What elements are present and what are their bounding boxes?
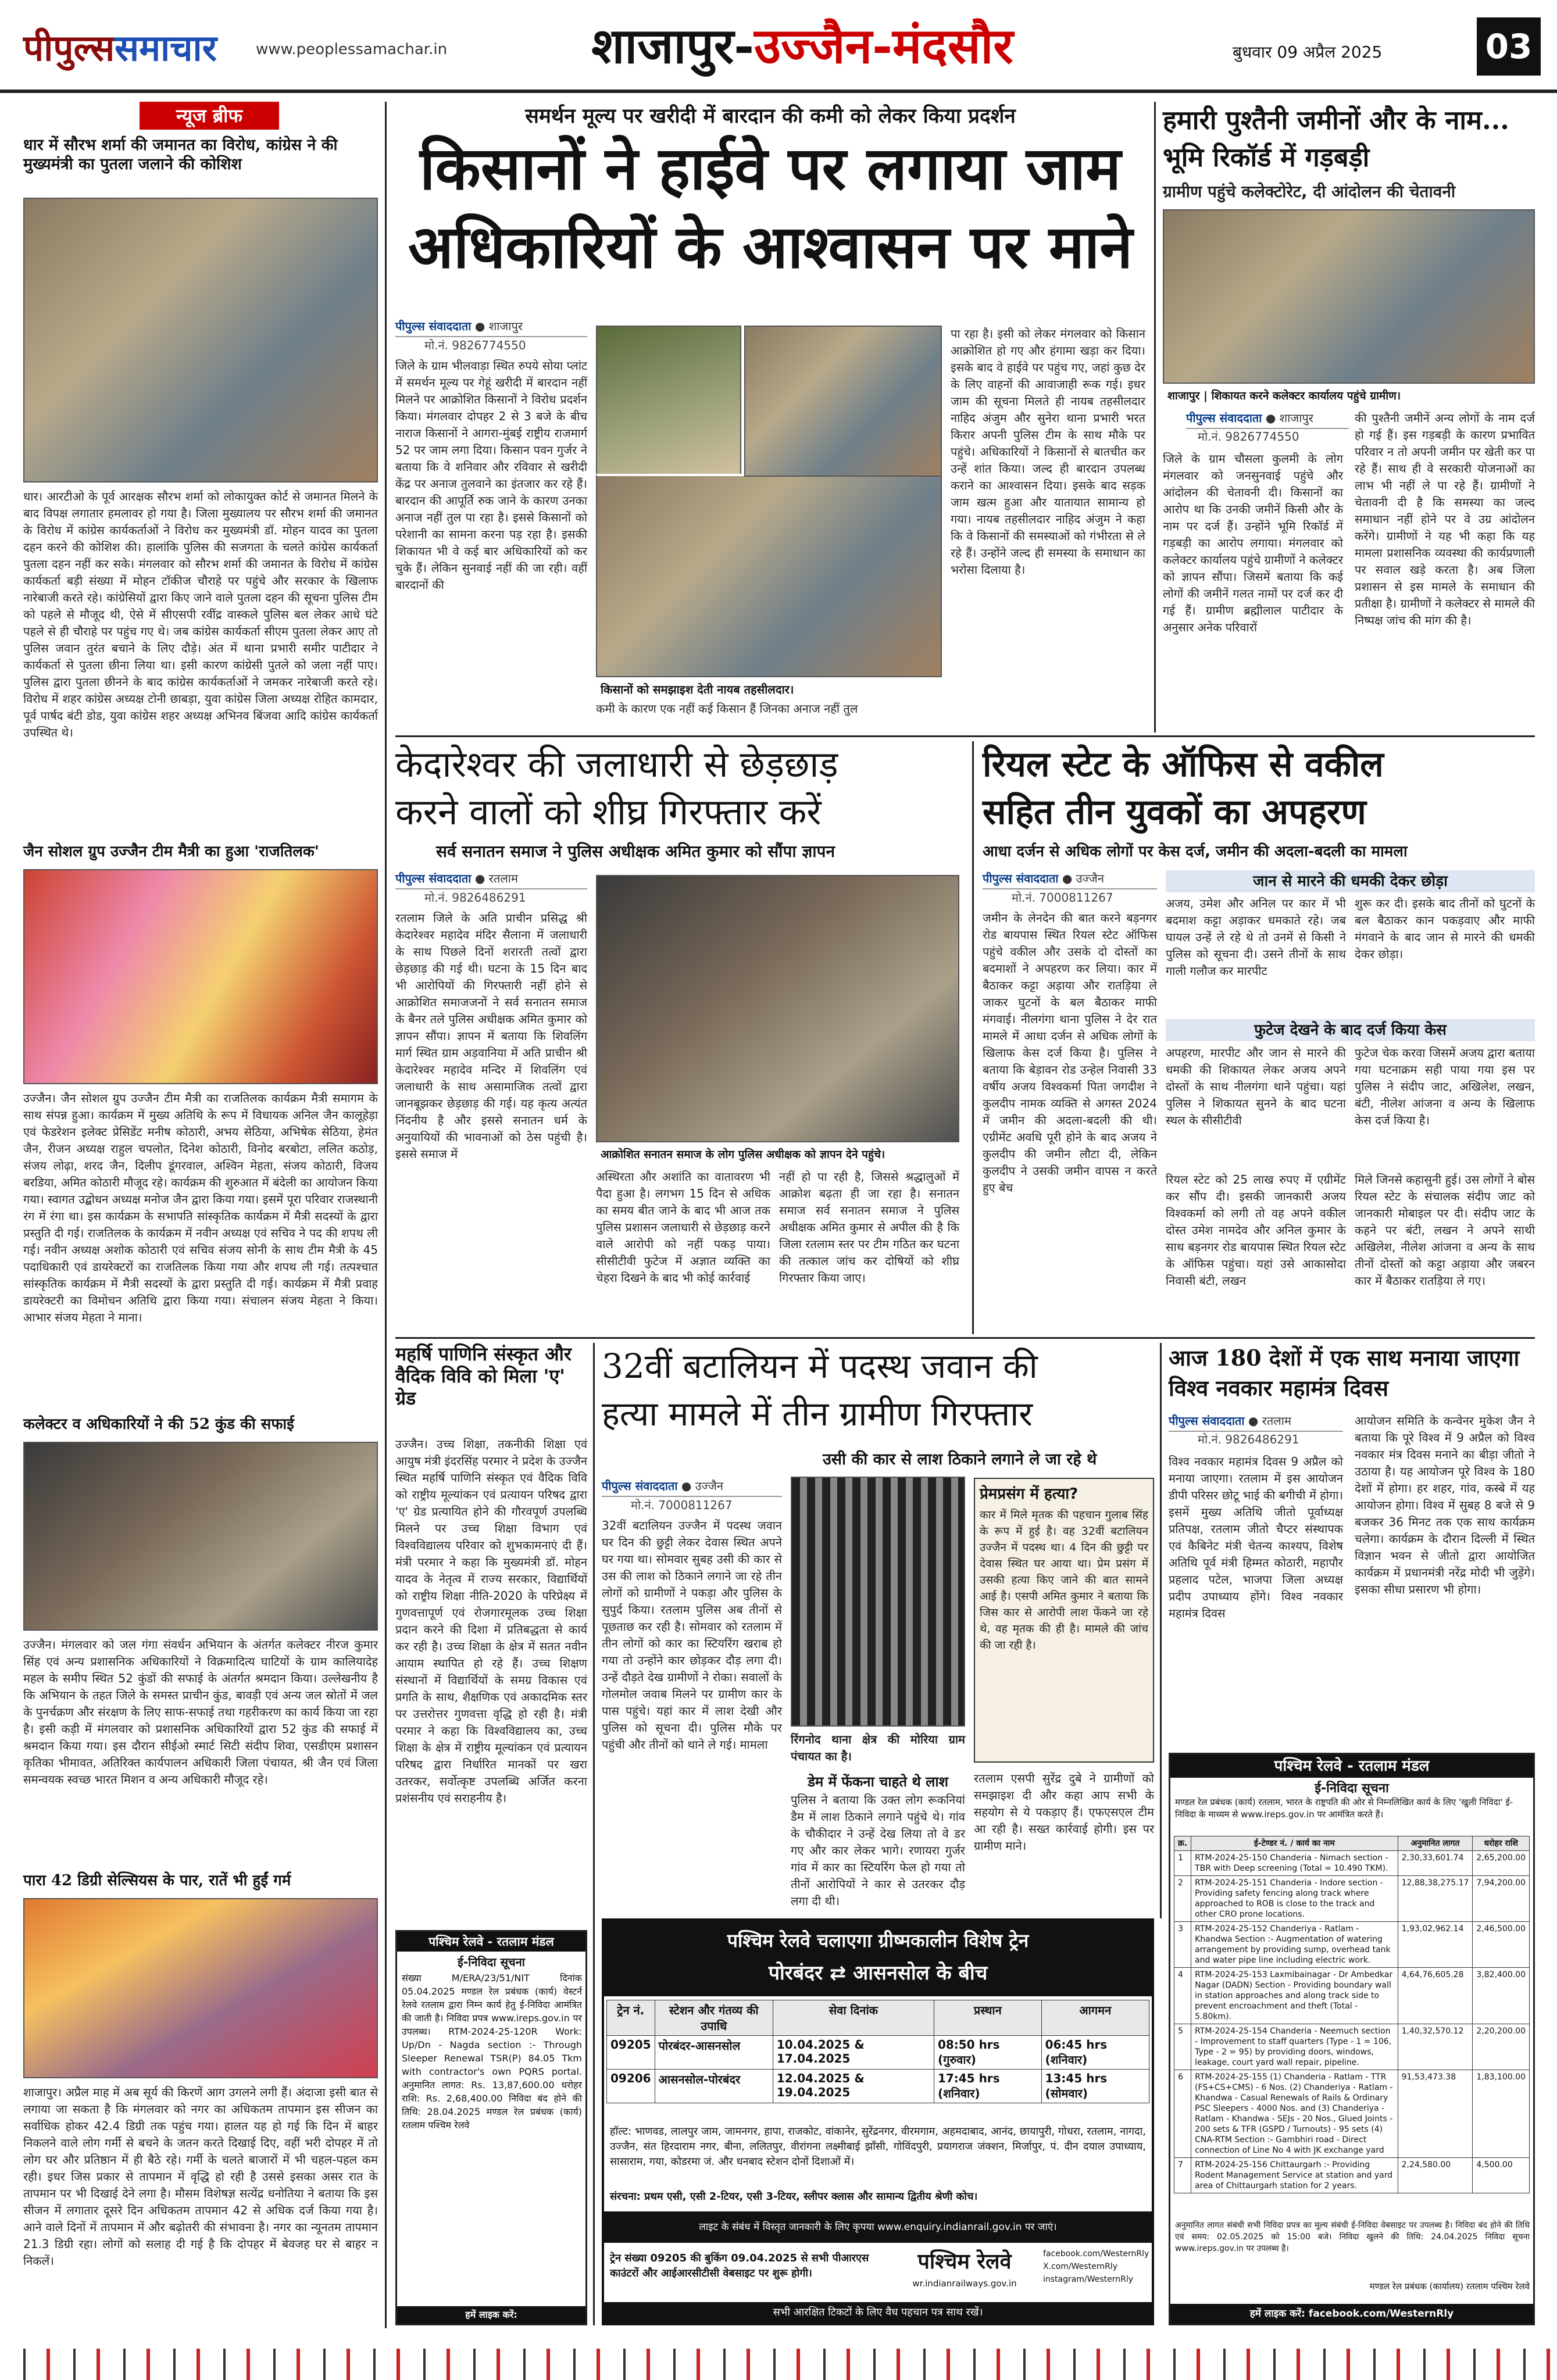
tender-cell: 91,53,473.38 xyxy=(1398,2070,1473,2158)
edition-part-1: शाजापुर- xyxy=(591,17,755,74)
column-divider xyxy=(593,1343,595,2325)
column-divider xyxy=(385,102,387,2328)
real-estate-story xyxy=(983,741,1535,1334)
paanini-body: उज्जैन। उच्च शिक्षा, तकनीकी शिक्षा एवं आयुष मंत्री इंदरसिंह परमार ने प्रदेश के उज्जैन स्थित महर्षि पाणिनि संस्कृत एवं वैदिक विवि को राष्ट्रीय मूल्यांकन एवं प्रत्यायन परिषद द्वारा 'ए' ग्रेड प्रत्यायित होने की गौरवपूर्ण उपलब्धि मिलने पर उच्च शिक्षा विभाग एवं विश्वविद्यालय परिवार को शुभकामनाएं दी हैं। मंत्री परमार ने कहा कि मुख्यमंत्री डॉ. मोहन यादव के नेतृत्व में राज्य सरकार, विद्यार्थियों को राष्ट्रीय शिक्षा नीति-2020 के परिप्रेक्ष्य में गुणवत्तापूर्ण एवं रोजगारमूलक उच्च शिक्षा प्रदान करने की दिशा में प्रतिबद्धता से कार्य कर रही है। उच्च शिक्षा के क्षेत्र में सतत नवीन आयाम स्थापित हो रहे हैं। उच्च शिक्षण संस्थानों में विद्यार्थियों के समग्र विकास एवं प्रगति के साथ, शैक्षणिक एवं अकादमिक स्तर पर उत्तरोत्तर गुणवत्ता वृद्धि हो रही है। मंत्री परमार ने कहा कि विश्वविद्यालय का, उच्च शिक्षा के क्षेत्र में राष्ट्रीय मूल्यांकन एवं प्रत्यायन परिषद द्वारा निर्धारित मानकों पर खरा उतरकर, सर्वोत्कृष्ट उपलब्धि अर्जित करना प्रशंसनीय एवं सराहनीय है। xyxy=(395,1437,587,1805)
paanini-title: महर्षि पाणिनि संस्कृत और वैदिक विवि को मिला 'ए' ग्रेड xyxy=(395,1343,572,1409)
train-ad-header xyxy=(604,1921,1152,1996)
tender-cell: 4 xyxy=(1174,1968,1191,2024)
jawan-col-3: रतलाम एसपी सुरेंद्र दुबे ने ग्रामीणों को समझाइश दी और कहा आप सभी के सहयोग से ये पकड़ाए हैं। एफएसएल टीम आ रही है। सख्त कार्रवाई होगी। इस पर ग्रामीण माने। xyxy=(974,1771,1154,1853)
table-row xyxy=(607,2070,1149,2103)
tender-cell: 1,83,100.00 xyxy=(1473,2070,1530,2158)
table-row xyxy=(607,2036,1149,2070)
edition-title xyxy=(576,14,1029,78)
tender-col-header: क्र. xyxy=(1174,1836,1191,1851)
re-box1-col-2: शुरू कर दी। इसके बाद तीनों को घुटनों के बल बैठाकर कान पकड़वाए और माफी मंगवाने के बाद जान से मारने की धमकी देकर छोड़ा। xyxy=(1355,896,1535,961)
table-row xyxy=(1174,1876,1530,1922)
kedar-subtitle: सर्व सनातन समाज ने पुलिस अधीक्षक अमित कुमार को सौंपा ज्ञापन xyxy=(436,842,835,861)
jawan-sub-head: डेम में फेंकना चाहते थे लाश xyxy=(808,1774,948,1790)
land-byline-name: पीपुल्स संवाददाता xyxy=(1186,411,1262,425)
farmers-photo xyxy=(596,474,942,677)
train-cell: 17:45 hrs (शनिवार) xyxy=(934,2070,1041,2103)
re-byline-name: पीपुल्स संवाददाता xyxy=(983,871,1059,885)
train-cell: 08:50 hrs (गुरुवार) xyxy=(934,2036,1041,2070)
jawan-box-body: कार में मिले मृतक की पहचान गुलाब सिंह के रूप में हुई है। वह 32वीं बटालियन उज्जैन में पदस्थ था। 4 दिन की छुट्टी पर देवास स्थित घर आया था। प्रेम प्रसंग में उसकी हत्या किए जाने की बात सामने आई है। एसपी अमित कुमार ने बताया कि जिस कार से आरोपी लाश फेंकने जा रहे थे, वह मृतक की ही है। मामले की जांच की जा रही है। xyxy=(980,1509,1148,1652)
tender-large-note: अनुमानित लागत संबंधी सभी निविदा प्रपत्र का मूल्य संबंधी ई-निविदा वेबसाइट पर उपलब्ध है। निविदा बंद होने की तिथि एवं समय: 02.05.2025 को 15:00 बजे। निविदा खुलने की तिथि: 24.04.2025 निविदा सूचना www.ireps.gov.in पर उपलब्ध है। xyxy=(1175,2221,1530,2253)
column-divider xyxy=(972,741,974,1334)
tender-col-header: ई-टेण्डर नं. / कार्य का नाम xyxy=(1191,1836,1398,1851)
kedar-byline: पीपुल्स संवाददाता ● रतलाम xyxy=(395,870,587,889)
tender-cell: RTM-2024-25-153 Laxmibainagar - Dr Ambedkar Nagar (DADN) Section - Providing boundary wall in station approaches and along track side to prevent encroachment and theft (Total - 5.80km). xyxy=(1191,1968,1398,2024)
train-title-2: पोरबंदर ⇄ आसनसोल के बीच xyxy=(768,1961,988,1985)
jawan-col-1: 32वीं बटालियन उज्जैन में पदस्थ जवान घर दिन की छुट्टी लेकर देवास स्थित अपने घर गया था। सोमवार सुबह उसी की कार से उस की लाश को ठिकाने लगाने जा रहे तीन लोगों को ग्रामीणों ने पकड़ा और पुलिस के सुपुर्द किया। रतलाम पुलिस अब तीनों से पूछताछ कर रही है। सोमवार को रतलाम में तीन लोगों को कार का स्टियरिंग खराब हो गया तो उन्होंने कार छोड़कर दौड़ लगा दी। उन्हें दौड़ते देख ग्रामीणों ने रोका। सवालों के गोलमोल जवाब मिलने पर ग्रामीण कार के पास पहुंचे। यहां कार में लाश देखी और पुलिस को सूचना दी। पुलिस मौके पर पहुंची और तीनों को थाने ले गई। मामला xyxy=(602,1518,782,1752)
tender-cell: 1,40,32,570.12 xyxy=(1398,2024,1473,2070)
tender-large-subtitle: ई-निविदा सूचना xyxy=(1315,1781,1389,1796)
tender-header-row xyxy=(1174,1836,1530,1851)
navkar-place: रतलाम xyxy=(1262,1414,1291,1428)
re-byline: पीपुल्स संवाददाता ● उज्जैन xyxy=(983,870,1157,889)
tender-cell: 7 xyxy=(1174,2158,1191,2193)
group-photo xyxy=(23,869,378,1084)
brief-headline-1: धार में सौरभ शर्मा की जमानत का विरोध, कांग्रेस ने की मुख्यमंत्री का पुतला जलाने की कोशिश xyxy=(23,136,338,173)
facebook-link[interactable]: facebook.com/WesternRly xyxy=(1043,2249,1149,2259)
table-row xyxy=(1174,1851,1530,1876)
train-composition: संरचना: प्रथम एसी, एसी 2-टियर, एसी 3-टियर, स्लीपर क्लास और सामान्य द्वितीय श्रेणी कोच। xyxy=(610,2190,978,2203)
section-divider xyxy=(395,735,1535,737)
navkar-mobile: मो.नं. 9826486291 xyxy=(1198,1432,1299,1446)
x-link[interactable]: X.com/WesternRly xyxy=(1043,2262,1117,2271)
tender-notice-large xyxy=(1169,1753,1535,2325)
re-col-1: जमीन के लेनदेन की बात करने बड़नगर रोड बायपास स्थित रियल स्टेट ऑफिस पहुंचे वकील और उसके दो दोस्तों का बदमाशों ने अपहरण कर लिया। कार में बैठाकर कट्टा अड़ाया और रातड़िया ले जाकर घुटनों के बल बैठाकर माफी मंगवाई। नीलगंगा थाना पुलिस ने देर रात मामले में आधा दर्जन से अधिक लोगों के खिलाफ केस दर्ज किया है। पुलिस ने बताया कि बेड़ावन रोड उन्हेल निवासी 33 वर्षीय अजय विश्वकर्मा पिता जगदीश ने कुलदीप नामक व्यक्ति से अगस्त 2024 में जमीन की अदला-बदली की थी। एग्रीमेंट अवधि पूरी होने के बाद अजय ने कुलदीप की जमीन लौटा दी, लेकिन कुलदीप ने उसकी जमीन वापस न करते हुए बेच xyxy=(983,911,1157,1195)
memorandum-caption: आक्रोशित सनातन समाज के लोग पुलिस अधीक्षक को ज्ञापन देने पहुंचे। xyxy=(596,1145,959,1163)
train-col-header: सेवा दिनांक xyxy=(773,2000,934,2036)
protest-photo xyxy=(23,198,378,483)
navkar-story xyxy=(1169,1343,1535,1750)
field-photo xyxy=(744,326,942,477)
table-row xyxy=(1174,2070,1530,2158)
train-table xyxy=(606,2000,1149,2103)
jawan-mobile: मो.नं. 7000811267 xyxy=(631,1498,733,1512)
land-subtitle: ग्रामीण पहुंचे कलेक्टोरेट, दी आंदोलन की चेतावनी xyxy=(1163,182,1456,201)
tender-cell: 3 xyxy=(1174,1922,1191,1968)
kedareshwar-story xyxy=(395,741,965,1334)
memorandum-photo xyxy=(596,875,959,1142)
table-row xyxy=(1174,2024,1530,2070)
train-cell: 12.04.2025 & 19.04.2025 xyxy=(773,2070,934,2103)
navkar-col-1: विश्व नवकार महामंत्र दिवस 9 अप्रैल को मनाया जाएगा। रतलाम में इस आयोजन डीपी परिसर छोटू भाई की बगीची में होगा। इसमें मुख्य अतिथि जीतो पूर्वाध्यक्ष प्रतिपक्ष, रतलाम जीतो चैप्टर संस्थापक एवं कैबिनेट मंत्री चेतन्य काश्यप, विशेष अतिथि पूर्व मंत्री हिम्मत कोठारी, महापौर प्रहलाद पटेल, भाजपा जिला अध्यक्ष प्रदीप उपाध्याय होंगे। विश्व नवकार महामंत्र दिवस xyxy=(1169,1455,1343,1620)
tender-cell: 4,500.00 xyxy=(1473,2158,1530,2193)
tender-col-header: धरोहर राशि xyxy=(1473,1836,1530,1851)
tender-cell: 2,20,200.00 xyxy=(1473,2024,1530,2070)
special-train-ad xyxy=(602,1918,1154,2325)
tender-cell: 2,46,500.00 xyxy=(1473,1922,1530,1968)
land-mobile: मो.नं. 9826774550 xyxy=(1198,430,1299,444)
lead-col-2b: कमी के कारण एक नहीं कई किसान हैं जिनका अनाज नहीं तुल xyxy=(596,702,858,716)
instagram-link[interactable]: instagram/WesternRly xyxy=(1043,2275,1134,2284)
re-box1-col-1: अजय, उमेश और अनिल पर कार में भी बदमाश कट्टा अड़ाकर धमकाते रहे। जब घायल उन्हें ले रहे थे तो उनमें से किसी ने पुलिस को सूचना दी। उसने तीनों के साथ गाली गलौज कर मारपीट xyxy=(1166,896,1346,978)
kedar-mobile: मो.नं. 9826486291 xyxy=(424,891,526,905)
newspaper-logo xyxy=(23,21,244,73)
re-title-1: रियल स्टेट के ऑफिस से वकील xyxy=(983,744,1384,785)
train-col-header: ट्रेन नं. xyxy=(607,2000,655,2036)
train-cell: 06:45 hrs (शनिवार) xyxy=(1041,2036,1149,2070)
train-table-wrap xyxy=(606,2000,1149,2116)
column-divider xyxy=(1160,1343,1162,1918)
tender-cell: RTM-2024-25-152 Chanderiya - Ratlam - Khandwa Section :- Augmentation of watering arrangement by providing sump, overhead tank and water pipe line including electric work. xyxy=(1191,1922,1398,1968)
re-subtitle: आधा दर्जन से अधिक लोगों पर केस दर्ज, जमीन की अदला-बदली का मामला xyxy=(983,843,1408,860)
tender-cell: RTM-2024-25-150 Chanderia - Nimach section - TBR with Deep screening (Total = 10.490 TKM). xyxy=(1191,1851,1398,1876)
train-halts: हॉल्ट: भाणवड, लालपुर जाम, जामनगर, हापा, राजकोट, वांकानेर, सुरेंद्रनगर, वीरमगाम, अहमदाबाद, आनंद, छायापुरी, गोधरा, रतलाम, नागदा, उज्जैन, संत हिरदाराम नगर, बीना, ललितपुर, वीरांगना लक्ष्मीबाई झाँसी, गोविंदपुरी, प्रयागराज जंक्शन, मिर्जापुर, पं. दीन दयाल उपाध्याय, सासाराम, गया, कोडरमा जं. और धनबाद स्टेशन दोनों दिशाओं में। xyxy=(610,2125,1146,2168)
tender-large-footer[interactable]: हमें लाइक करें: facebook.com/WesternRly xyxy=(1170,2304,1533,2324)
website-url[interactable]: www.peoplessamachar.in xyxy=(256,41,448,58)
jawan-byline-name: पीपुल्स संवाददाता xyxy=(602,1479,678,1493)
tender-small-body: संख्या M/ERA/23/51/NIT दिनांक 05.04.2025 मण्डल रेल प्रबंधक (कार्य) वेस्टर्न रेलवे रतलाम द्वारा निम्न कार्य हेतु ई-निविदा आमंत्रित की जाती है। निविदा प्रपत्र www.ireps.gov.in पर उपलब्ध। RTM-2024-25-120R Work: Up/Dn - Nagda section :- Through Sleeper Renewal TSR(P) 84.05 Tkm with contractor's own PQRS portal. अनुमानित लागत: Rs. 13,87,600.00 धरोहर राशि: Rs. 2,68,400.00 निविदा बंद होने की तिथि: 28.04.2025 मण्डल रेल प्रबंधक (कार्य) रतलाम पश्चिम रेलवे xyxy=(402,1972,582,2131)
brief-body-3: उज्जैन। मंगलवार को जल गंगा संवर्धन अभियान के अंतर्गत कलेक्टर नीरज कुमार सिंह एवं अन्य प्रशासनिक अधिकारियों ने विक्रमादित्य घाटियों के ग्राम कालियादेह महल के समीप स्थित 52 कुंडों की सफाई के अंतर्गत श्रमदान किया। उल्लेखनीय है कि अभियान के तहत जिले के समस्त प्राचीन कुंड, बावड़ी एवं अन्य जल स्रोतों में जल के पुनर्चक्रण और संरक्षण के लिए साफ-सफाई तथा गहरीकरण का कार्य किया जा रहा है। इसी कड़ी में मंगलवार को प्रशासनिक अधिकारियों द्वारा 52 कुंड की सफाई में श्रमदान किया गया। इस दौरान सीईओ स्मार्ट सिटी संदीप शिवा, एसडीएम प्रशासन कृतिका भीमावत, अतिरिक्त कार्यपालन अधिकारी जिला पंचायत, श्री जैन एवं जिला समन्वयक स्वच्छ भारत मिशन व अन्य अधिकारी मौजूद रहे। xyxy=(23,1638,378,1786)
tender-cell: 7,94,200.00 xyxy=(1473,1876,1530,1922)
land-title: हमारी पुश्तैनी जमीनों और के नाम... भूमि रिकॉर्ड में गड़बड़ी xyxy=(1163,105,1509,173)
lead-story xyxy=(395,102,1145,732)
navkar-col-2: आयोजन समिति के कन्वेनर मुकेश जैन ने बताया कि पूरे विश्व में 9 अप्रैल को विश्व नवकार मंत्र दिवस मनाने का बीड़ा जीतो ने उठाया है। यह आयोजन पूरे विश्व के 180 देशों में होगा। हर शहर, गांव, कस्बे में यह आयोजन होगा। विश्व में सुबह 8 बजे से 9 बजकर 36 मिनट तक एक साथ कार्यक्रम चलेगा। कार्यक्रम के दौरान दिल्ली में स्थित विज्ञान भवन से जीतो द्वारा आयोजित कार्यक्रम में प्रधानमंत्री नरेंद्र मोदी भी जुड़ेंगे। इसका सीधा प्रसारण भी होगा। xyxy=(1355,1414,1535,1596)
tender-large-title: पश्चिम रेलवे - रतलाम मंडल xyxy=(1170,1754,1533,1778)
table-row xyxy=(1174,1968,1530,2024)
tender-cell: RTM-2024-25-154 Chanderia - Neemuch section - Improvement to staff quarters (Type - 1 = 106, Type - 2 = 95) by providing doors, windows, leakage, court yard wall repair, pipeline. xyxy=(1191,2024,1398,2070)
tender-small-subtitle: ई-निविदा सूचना xyxy=(458,1955,525,1969)
land-byline: पीपुल्स संवाददाता ● शाजापुर xyxy=(1186,410,1349,429)
lead-byline: पीपुल्स संवाददाता ● शाजापुर xyxy=(395,318,587,337)
villagers-caption: शाजापुर | शिकायत करने कलेक्टर कार्यालय पहुंचे ग्रामीण। xyxy=(1163,387,1535,404)
tender-cell: 2,65,200.00 xyxy=(1473,1851,1530,1876)
western-railway-brand: पश्चिम रेलवे xyxy=(917,2249,1012,2274)
train-cell: 10.04.2025 & 17.04.2025 xyxy=(773,2036,934,2070)
train-col-header: स्टेशन और गंतव्य की उपाधि xyxy=(655,2000,773,2036)
train-footer: सभी आरक्षित टिकटों के लिए वैध पहचान पत्र साथ रखें। xyxy=(604,2302,1152,2323)
tender-cell: 3,82,400.00 xyxy=(1473,1968,1530,2024)
re-box2-col-1: अपहरण, मारपीट और जान से मारने की धमकी की शिकायत लेकर अजय अपने दोस्तों के साथ नीलगंगा थाने पहुंचा। यहां पुलिस ने शिकायत सुनने के बाद घटना स्थल के सीसीटीवी xyxy=(1166,1046,1346,1127)
kedar-col-3: नहीं हो पा रही है, जिससे श्रद्धालुओं में आक्रोश बढ़ता ही जा रहा है। सनातन समाज सर्व सनातन समाज ने पुलिस अधीक्षक अमित कुमार से अपील की है कि जिला रतलाम स्तर पर टीम गठित कर घटना की तत्काल जांच कर दोषियों को शीघ्र गिरफ्तार किया जाए। xyxy=(779,1170,959,1285)
heat-photo xyxy=(23,1898,378,2078)
tender-table-wrap xyxy=(1174,1836,1530,2214)
tender-col-header: अनुमानित लागत xyxy=(1398,1836,1473,1851)
lead-col-1: जिले के ग्राम भीलवाड़ा स्थित रुपये सोया प्लांट में समर्थन मूल्य पर गेहूं खरीदी में बारदान नहीं मिलने पर आक्रोशित किसानों ने विरोध प्रदर्शन किया। मंगलवार दोपहर 2 से 3 बजे के बीच नाराज किसानों ने आगरा-मुंबई राष्ट्रीय राजमार्ग 52 पर जाम लगा दिया। किसान पवन गुर्जर ने बताया कि वे शनिवार और रविवार से खरीदी केंद्र पर अनाज तुलवाने का इंतजार कर रहे हैं। बारदान की आपूर्ति रुक जाने के कारण उनका अनाज नहीं तुल पा रहा है। इससे किसानों को परेशानी का सामना करना पड़ रहा है। इसकी शिकायत भी वे कई बार अधिकारियों को कर चुके हैं। लेकिन सुनवाई नहीं की जा रही। वहीं बारदानों की xyxy=(395,359,587,592)
section-divider xyxy=(395,1337,1535,1339)
train-col-header: आगमन xyxy=(1041,2000,1149,2036)
jawan-title-2: हत्या मामले में तीन ग्रामीण गिरफ्तार xyxy=(602,1394,1033,1434)
tender-small-title: पश्चिम रेलवे - रतलाम मंडल xyxy=(397,1932,585,1952)
re-box2-col-2: फुटेज चेक करवा जिसमें अजय द्वारा बताया गया घटनाक्रम सही पाया गया इस पर पुलिस ने संदीप जाट, अखिलेश, लखन, बंटी, नीलेश आंजना व अन्य के खिलाफ केस दर्ज किया है। xyxy=(1355,1046,1535,1127)
re-place: उज्जैन xyxy=(1076,871,1104,885)
train-note: लाइट के संबंध में विस्तृत जानकारी के लिए कृपया www.enquiry.indianrail.gov.in पर जाएं। xyxy=(604,2211,1152,2243)
kedar-title-1: केदारेश्वर की जलाधारी से छेड़छाड़ xyxy=(395,743,838,785)
land-record-story xyxy=(1163,102,1535,732)
re-col-2: रियल स्टेट को 25 लाख रुपए में एग्रीमेंट कर सौंप दी। इसकी जानकारी अजय विश्वकर्मा को लगी तो वह अपने वकील दोस्त उमेश नामदेव और अनिल कुमार के साथ बड़नगर रोड बायपास स्थित रियल स्टेट के ऑफिस पहुंचा। यहां उसे आकासोदा निवासी बंटी, लखन xyxy=(1166,1173,1346,1288)
news-brief-column xyxy=(23,102,378,2328)
registration-strip xyxy=(0,2349,1557,2380)
train-cell: पोरबंदर-आसनसोल xyxy=(655,2036,773,2070)
tender-cell: 5 xyxy=(1174,2024,1191,2070)
kedar-byline-name: पीपुल्स संवाददाता xyxy=(395,871,472,885)
re-box1-title: जान से मारने की धमकी देकर छोड़ा xyxy=(1166,870,1535,892)
social-links xyxy=(1043,2247,1148,2286)
brief-body-1: धार। आरटीओ के पूर्व आरक्षक सौरभ शर्मा को लोकायुक्त कोर्ट से जमानत मिलने के बाद विपक्ष लगातार हमलावर हो गया है। जिला मुख्यालय पर सौरभ शर्मा की जमानत के विरोध में कांग्रेस कार्यकर्ताओं ने विरोध कर मुख्यमंत्री डॉ. मोहन यादव का पुतला दहन करने की कोशिश की। हालांकि पुलिस की सजगता के चलते कांग्रेस कार्यकर्ता पुतला दहन नहीं कर सके। मंगलवार को सौरभ शर्मा की जमानत के विरोध में कांग्रेस कार्यकर्ता बड़ी संख्या में मोहन टॉकीज चौराहे पर पहुंचे और सरकार के खिलाफ नारेबाजी करते रहे। कांग्रेसियों द्वारा किए जाने वाले पुतला दहन की सूचना पुलिस टीम को पहले से मौजूद थी, ऐसे में सीएसपी रवींद्र वास्कले पुलिस बल लेकर आधे घंटे पहले से ही चौराहे पर पहुंच गए थे। जब कांग्रेस कार्यकर्ता सीएम पुतला लेकर आए तो पुलिस जवान तुरंत बचाने के लिए दौड़े। अंत में थाना प्रभारी समीर पाटीदार ने कार्यकर्ता से पुतला छीना लिया था। इसी कारण कांग्रेसी पुतले को जला नहीं पाए। पुलिस द्वारा पुतला छीनने के बाद कांग्रेस कार्यकर्ताओं ने जमकर नारेबाजी करते रहे। विरोध में शहर कांग्रेस अध्यक्ष टोनी छाबड़ा, युवा कांग्रेस जिला अध्यक्ष रोहित कामदार, पूर्व पार्षद बंटी डोड, युवा कांग्रेस शहर अध्यक्ष अभिनव बिंजवा आदि कांग्रेस कार्यकर्ता उपस्थित थे। xyxy=(23,489,378,739)
jawan-subtitle: उसी की कार से लाश ठिकाने लगाने ले जा रहे थे xyxy=(823,1450,1097,1468)
train-booking: ट्रेन संख्या 09205 की बुकिंग 09.04.2025 से सभी पीआरएस काउंटरों और आईआरसीटीसी वेबसाइट पर शुरू होगी। xyxy=(610,2252,869,2279)
brief-headline-3: कलेक्टर व अधिकारियों ने की 52 कुंड की सफाई xyxy=(23,1416,294,1433)
tender-small-footer[interactable]: हमें लाइक करें: facebook.com/WesternRly xyxy=(397,2306,585,2324)
lead-title-1: किसानों ने हाईवे पर लगाया जाम xyxy=(419,134,1122,203)
villagers-photo xyxy=(1163,209,1535,384)
jawan-box-title: प्रेमप्रसंग में हत्या? xyxy=(980,1485,1079,1503)
tender-table xyxy=(1174,1836,1530,2193)
brief-headline-4: पारा 42 डिग्री सेल्सियस के पार, रातें भी हुईं गर्म xyxy=(23,1872,291,1889)
tender-cell: 4,64,76,605.28 xyxy=(1398,1968,1473,2024)
lead-byline-name: पीपुल्स संवाददाता xyxy=(395,319,472,333)
re-col-3: मिले जिनसे कहासुनी हुई। उस लोगों ने बोस रियल स्टेट के संचालक संदीप जाट को जानकारी मोबाइल पर दी। संदीप जाट के कहने पर बंटी, लखन ने अपने साथी अखिलेश, नीलेश आंजना व अन्य के साथ तीनों दोस्तों को कट्टा अड़ाया और जबरन कार में बैठाकर रातड़िया ले गए। xyxy=(1355,1173,1535,1288)
tender-cell: 2,30,33,601.74 xyxy=(1398,1851,1473,1876)
jawan-murder-story xyxy=(602,1343,1154,1918)
logo-part-1: पीपुल्स xyxy=(23,27,115,69)
kedar-col-1: रतलाम जिले के अति प्राचीन प्रसिद्ध श्री केदारेश्वर महादेव मंदिर सैलाना में जलाधारी के साथ पिछले दिनों शरारती तत्वों द्वारा छेड़छाड़ की गई थी। घटना के 15 दिन बाद भी आरोपियों की गिरफ्तारी नहीं होने से आक्रोशित समाजजनों ने सर्व सनातन समाज के बैनर तले पुलिस अधीक्षक अमित कुमार को ज्ञापन सौंपा। ज्ञापन में बताया कि शिवलिंग मार्ग स्थित ग्राम अड़वानिया में अति प्राचीन श्री केदारेश्वर महादेव मन्दिर में शिवलिंग एवं जलाधारी के साथ असामाजिक तत्वों द्वारा जानबूझकर छेड़छाड़ की गई। यह कृत्य अत्यंत निंदनीय है और इससे सनातन धर्म के अनुयायियों की भावनाओं को ठेस पहुंची है। इससे समाज में xyxy=(395,911,587,1161)
kedar-place: रतलाम xyxy=(488,871,518,885)
tender-cell: RTM-2024-25-155 (1) Chanderia - Ratlam - TTR (FS+CS+CMS) - 6 Nos. (2) Chanderiya - Ratlam - Khandwa - Casual Renewals of Rails & Ordinary PSC Sleepers - 4000 Nos. and (3) Chanderiya - Ratlam - Khandwa - SEJs - 20 Nos., Glued Joints - 200 sets & TFR (GSPD / Turnouts) - 95 sets (4) CNA-RTM Section :- Gambhiri road - Direct connection of Line No 4 with JK exchange yard xyxy=(1191,2070,1398,2158)
re-box2-title: फुटेज देखने के बाद दर्ज किया केस xyxy=(1166,1019,1535,1041)
lead-place: शाजापुर xyxy=(488,319,523,333)
navkar-title: आज 180 देशों में एक साथ मनाया जाएगा विश्व नवकार महामंत्र दिवस xyxy=(1169,1345,1520,1401)
brief-body-4: शाजापुर। अप्रैल माह में अब सूर्य की किरणें आग उगलने लगी हैं। अंदाजा इसी बात से लगाया जा सकता है कि मंगलवार को नगर का अधिकतम तापमान इस सीजन का सर्वाधिक होकर 42.4 डिग्री तक पहुंच गया। हालत यह हो गई कि दिन में बाहर निकलने वाले लोग गर्मी से बचने के जतन करते दिखाई दिए, वहीं भरी दोपहर में तो लोग घर और प्रतिष्ठान में ही बैठे रहे। गर्मी के चलते बाजारों में भी चहल-पहल कम रही। इधर जिस प्रकार से तापमान में वृद्धि हो रही है उससे इसका असर रात के तापमान पर भी दिखाई देने लगा है। मौसम विशेषज्ञ सत्येंद्र धनोतिया ने बताया कि इस सीजन में लगातार दूसरे दिन अधिकतम तापमान 42 से अधिक दर्ज किया गया है। आने वाले दिनों में तापमान में और बढ़ोतरी की संभावना है। नगर का न्यूनतम तापमान 21.3 डिग्री रहा। लोगों को सलाह दी गई है कि दोपहर में बेवजह घर से बाहर न निकलें। xyxy=(23,2085,378,2268)
kedar-col-2: अस्थिरता और अशांति का वातावरण भी पैदा हुआ है। लगभग 15 दिन से अधिक का समय बीत जाने के बाद भी आज तक पुलिस प्रशासन जलाधारी से छेड़छाड़ करने वाले आरोपी को नहीं पकड़ पाया। सीसीटीवी फुटेज में अज्ञात व्यक्ति का चेहरा दिखने के बाद भी कोई कार्रवाई xyxy=(596,1170,770,1285)
lead-kicker: समर्थन मूल्य पर खरीदी में बारदान की कमी को लेकर किया प्रदर्शन xyxy=(525,105,1016,128)
cleaning-photo xyxy=(23,1442,378,1631)
column-divider xyxy=(1154,102,1156,732)
jawan-photo-caption: रिंगनोद थाना क्षेत्र की मोरिया ग्राम पंचायत का है। xyxy=(791,1732,965,1763)
lead-title-2: अधिकारियों के आश्वासन पर माने xyxy=(408,212,1133,282)
table-row xyxy=(1174,1922,1530,1968)
logo-part-2: समाचार xyxy=(115,27,217,69)
tender-large-intro: मण्डल रेल प्रबंधक (कार्य) रतलाम, भारत के राष्ट्रपति की ओर से निम्नलिखित कार्य के लिए 'खुली निविदा' ई-निविदा के माध्यम से www.ireps.gov.in पर आमंत्रित करते हैं। xyxy=(1175,1797,1513,1820)
train-col-header: प्रस्थान xyxy=(934,2000,1041,2036)
land-col-1: जिले के ग्राम चौसला कुलमी के लोग मंगलवार को जनसुनवाई पहुंचे और आंदोलन की चेतावनी दी। किसानों का आरोप था कि उनकी जमीनें किसी और के नाम पर दर्ज हैं। उन्होंने भूमि रिकॉर्ड में गड़बड़ी का आरोप लगाया। मंगलवार को कलेक्टर कार्यालय पहुंचे ग्रामीणों ने कलेक्टर को ज्ञापन सौंपा। जिसमें बताया कि कई लोगों की जमीनें गलत नामों पर दर्ज कर दी गई हैं। ग्रामीण ब्रह्मीलाल पाटीदार के अनुसार अनेक परिवारों xyxy=(1163,452,1343,634)
kedar-title-2: करने वालों को शीघ्र गिरफ्तार करें xyxy=(395,791,822,833)
railway-website[interactable]: wr.indianrailways.gov.in xyxy=(912,2278,1017,2289)
navkar-byline: पीपुल्स संवाददाता ● रतलाम xyxy=(1169,1413,1343,1432)
land-col-2: की पुश्तैनी जमीनें अन्य लोगों के नाम दर्ज हो गई हैं। इस गड़बड़ी के कारण प्रभावित परिवार न तो अपनी जमीन पर खेती कर पा रहे हैं। साथ ही वे सरकारी योजनाओं का लाभ भी नहीं ले पा रहे हैं। ग्रामीणों ने चेतावनी दी है कि समस्या का जल्द समाधान नहीं होने पर वे उग्र आंदोलन करेंगे। ग्रामीणों ने यह भी कहा कि यह मामला प्रशासनिक व्यवस्था की कार्यप्रणाली पर सवाल खड़े करता है। अब जिला प्रशासन से इस मामले के समाधान की प्रतीक्षा है। ग्रामीणों ने कलेक्टर से मामले की निष्पक्ष जांच की मांग की है। xyxy=(1355,411,1535,627)
tender-cell: 2,24,580.00 xyxy=(1398,2158,1473,2193)
train-header-row xyxy=(607,2000,1149,2036)
jawan-byline: पीपुल्स संवाददाता ● उज्जैन xyxy=(602,1478,782,1497)
train-cell: 09206 xyxy=(607,2070,655,2103)
tender-cell: 2 xyxy=(1174,1876,1191,1922)
train-cell: आसनसोल-पोरबंदर xyxy=(655,2070,773,2103)
news-brief-label: न्यूज ब्रीफ xyxy=(140,102,279,130)
jawan-title-1: 32वीं बटालियन में पदस्थ जवान की xyxy=(602,1346,1038,1386)
land-place: शाजापुर xyxy=(1279,411,1313,425)
edition-part-2: उज्जैन-मंदसौर xyxy=(754,17,1013,74)
navkar-byline-name: पीपुल्स संवाददाता xyxy=(1169,1414,1245,1428)
train-title-1: पश्चिम रेलवे चलाएगा ग्रीष्मकालीन विशेष ट्रेन xyxy=(727,1929,1029,1952)
train-cell: 09205 xyxy=(607,2036,655,2070)
table-row xyxy=(1174,2158,1530,2193)
re-title-2: सहित तीन युवकों का अपहरण xyxy=(983,792,1366,832)
train-cell: 13:45 hrs (सोमवार) xyxy=(1041,2070,1149,2103)
tender-cell: 12,88,38,275.17 xyxy=(1398,1876,1473,1922)
page-number: 03 xyxy=(1477,17,1541,76)
tender-cell: 1,93,02,962.14 xyxy=(1398,1922,1473,1968)
prison-bars-photo xyxy=(791,1477,965,1727)
jawan-place: उज्जैन xyxy=(695,1479,723,1493)
masthead xyxy=(0,0,1557,93)
brief-body-2: उज्जैन। जैन सोशल ग्रुप उज्जैन टीम मैत्री का राजतिलक कार्यक्रम मैत्री समागम के साथ संपन्न हुआ। कार्यक्रम में मुख्य अतिथि के रूप में विधायक अनिल जैन कालूहेड़ा एवं फेडरेशन इलेक्ट प्रेसिडेंट मनीष कोठारी, अभय सेठिया, अभिषेक सेठिया, हेमंत जैन, रीजन अध्यक्ष राहुल चपलोत, दिनेश कोठारी, विनोद बरबोटा, ललित कठोड़, संजय लोढ़ा, शरद जैन, दिलीप डूंगरवाल, अश्विन मेहता, संजय कोठारी, विजय बरडिया, अमित कोठारी मौजूद रहे। कार्यक्रम की शुरुआत में बंदेली का आयोजन किया गया। स्वागत उद्बोधन अध्यक्ष मनोज जैन द्वारा किया गया। इसमें पूरा परिवार राजस्थानी रंग में रंगा था। इस कार्यक्रम के सभापति सांस्कृतिक कार्यक्रम में मैत्री सदस्यों के द्वारा प्रस्तुति दी गई। राजतिलक के कार्यक्रम में नवीन अध्यक्ष एवं सचिव ने पद की शपथ ली गई। नवीन अध्यक्ष अशोक कोठारी एवं सचिव संजय सोनी के साथ टीम मैत्री के 45 पदाधिकारी एवं डायरेक्टरों का राजतिलक किया गया और शपथ ली गई। तत्पश्चात सांस्कृतिक कार्यक्रम में मैत्री सदस्यों के द्वारा प्रस्तुति दी गई। कार्यक्रम में मैत्री प्रवाह डायरेक्टरी का विमोचन अतिथि द्वारा किया गया। संचालन संजय मेहता ने किया। आभार संजय मेहता ने माना। xyxy=(23,1091,378,1324)
farmers-caption: किसानों को समझाइश देती नायब तहसीलदार। xyxy=(596,680,942,698)
tender-cell: RTM-2024-25-156 Chittaurgarh :- Providing Rodent Management Service at station and yard area of Chittaurgarh station for 2 years. xyxy=(1191,2158,1398,2193)
lead-col-3: पा रहा है। इसी को लेकर मंगलवार को किसान आक्रोशित हो गए और हंगामा खड़ा कर दिया। इसके बाद वे हाईवे पर पहुंच गए, जहां कुछ देर के लिए वाहनों की आवाजाही रूक गई। इधर जाम की सूचना मिलते ही नायब तहसीलदार नाहिद अंजुम और सुनेरा थाना प्रभारी भरत किरार अपनी पुलिस टीम के साथ मौके पर पहुंचे। अधिकारियों ने किसानों से बातचीत कर उन्हें शांत किया। जल्द ही बारदान उपलब्ध कराने का आश्वासन दिया। इसके बाद सड़क जाम खत्म हुआ और यातायात सामान्य हो गया। नायब तहसीलदार नाहिद अंजुम ने कहा कि वे किसानों की समस्याओं को गंभीरता से ले रहे हैं। उन्होंने जल्द ही समस्या के समाधान का भरोसा दिलाया है। xyxy=(951,327,1145,577)
jawan-info-box xyxy=(974,1478,1154,1763)
re-mobile: मो.नं. 7000811267 xyxy=(1012,891,1113,905)
jawan-col-2: पुलिस ने बताया कि उक्त लोग रूकनियां डैम में लाश ठिकाने लगाने पहुंचे थे। गांव के चौकीदार ने उन्हें देख लिया तो वे डर गए और कार लेकर भागे। रणायरा गुर्जर गांव में कार का स्टियरिंग फेल हो गया तो तीनों आरोपियों ने कार से उतरकर दौड़ लगा दी थी। xyxy=(791,1793,965,1908)
tender-cell: RTM-2024-25-151 Chanderia - Indore section - Providing safety fencing along track where approached to ROB is close to the track and other CRO prone locations. xyxy=(1191,1876,1398,1922)
issue-date: बुधवार 09 अप्रैल 2025 xyxy=(1233,42,1383,62)
tender-notice-small xyxy=(395,1930,587,2338)
paanini-story xyxy=(395,1343,587,1924)
tender-cell: 6 xyxy=(1174,2070,1191,2158)
tender-cell: 1 xyxy=(1174,1851,1191,1876)
tender-large-sign: मण्डल रेल प्रबंधक (कार्यालय) रतलाम पश्चिम रेलवे xyxy=(1369,2281,1530,2292)
brief-headline-2: जैन सोशल ग्रुप उज्जैन टीम मैत्री का हुआ 'राजतिलक' xyxy=(23,840,378,863)
lead-mobile: मो.नं. 9826774550 xyxy=(424,338,526,352)
